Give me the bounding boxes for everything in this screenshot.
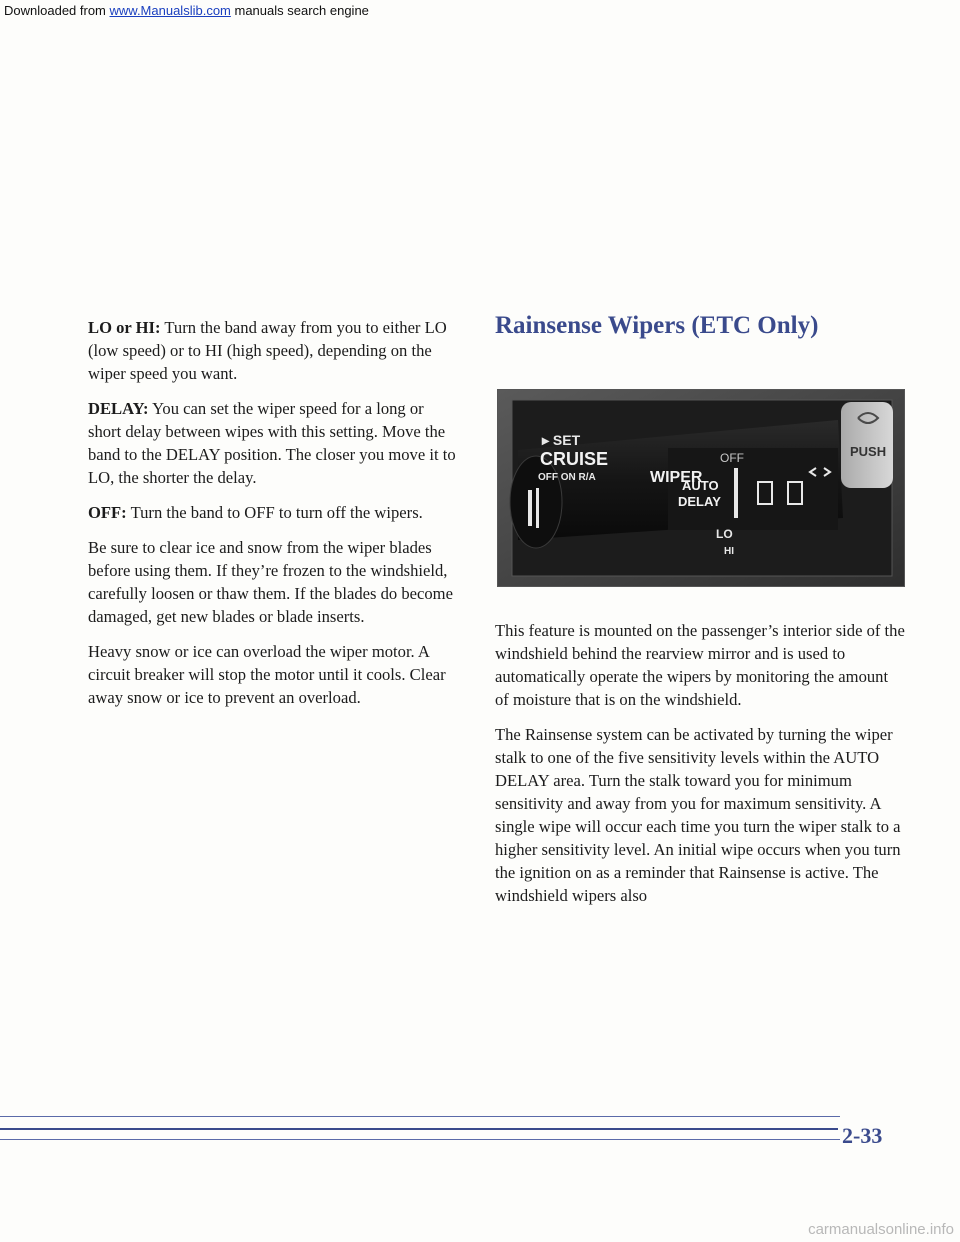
download-banner bbox=[0, 0, 960, 22]
lohi-text: Turn the band away from you to either LO (low speed) or to HI (high speed), depending on the wiper speed you want. bbox=[88, 318, 447, 383]
banner-prefix: Downloaded from bbox=[4, 3, 110, 18]
manualslib-link[interactable]: www.Manualslib.com bbox=[109, 3, 231, 18]
wiper-label: WIPER bbox=[650, 469, 703, 486]
delay-photo-label: DELAY bbox=[678, 494, 721, 509]
push-label: PUSH bbox=[850, 444, 887, 459]
auto-label: AUTO bbox=[682, 478, 719, 493]
wiper-stalk-photo bbox=[497, 389, 905, 587]
cruise-label: CRUISE bbox=[540, 449, 609, 469]
off-on-ra-label: OFF ON R/A bbox=[538, 472, 596, 483]
rainsense-para-2: The Rainsense system can be activated by turning the wiper stalk to one of the five sensitivity levels within the AUTO DELAY area. Turn the stalk toward you for minimum sensitivity and away from you for maximum sensitivity. A single wipe will occur each time you turn the wiper stalk to a higher sensitivity level. An initial wipe occurs when you turn the ignition on as a reminder that Rainsense is active. The windshield wipers also bbox=[495, 725, 901, 905]
delay-label: DELAY: bbox=[88, 399, 149, 418]
delay-paragraph bbox=[88, 397, 458, 489]
hi-label: HI bbox=[724, 546, 734, 557]
ice-paragraph: Be sure to clear ice and snow from the wiper blades before using them. If they’re frozen to the windshield, carefully loosen or thaw them. If the blades do become damaged, get new blades or blade inserts. bbox=[88, 538, 453, 626]
right-column-heading-wrap bbox=[495, 312, 905, 340]
banner-suffix: manuals search engine bbox=[230, 3, 369, 18]
band-off-label: OFF bbox=[720, 451, 744, 465]
lo-label: LO bbox=[716, 527, 733, 541]
footer-rule-bottom bbox=[0, 1139, 840, 1140]
rainsense-para-1: This feature is mounted on the passenger’s interior side of the windshield behind the rearview mirror and is used to automatically operate the wipers by monitoring the amount of moisture that is on the windshield. bbox=[495, 621, 905, 709]
delay-text: You can set the wiper speed for a long or short delay between wipes with this setting. Move the band to the DELAY position. The closer you move it to LO, the shorter the delay. bbox=[88, 399, 456, 487]
snow-paragraph: Heavy snow or ice can overload the wiper motor. A circuit breaker will stop the motor until it cools. Clear away snow or ice to prevent an overload. bbox=[88, 642, 446, 707]
off-text: Turn the band to OFF to turn off the wipers. bbox=[126, 503, 423, 522]
page-number: 2-33 bbox=[842, 1123, 883, 1148]
left-column bbox=[88, 316, 458, 721]
off-label: OFF: bbox=[88, 503, 127, 522]
wiper-stalk-illustration bbox=[498, 390, 904, 586]
right-column-body bbox=[495, 619, 905, 919]
footer-watermark: carmanualsonline.info bbox=[808, 1221, 954, 1238]
lohi-label: LO or HI: bbox=[88, 318, 161, 337]
set-label: ▸ SET bbox=[542, 432, 581, 448]
footer-rule-main bbox=[0, 1128, 838, 1130]
lohi-paragraph bbox=[88, 316, 458, 385]
section-heading: Rainsense Wipers (ETC Only) bbox=[495, 312, 819, 339]
footer-rule-top bbox=[0, 1116, 840, 1117]
off-paragraph bbox=[88, 501, 458, 524]
